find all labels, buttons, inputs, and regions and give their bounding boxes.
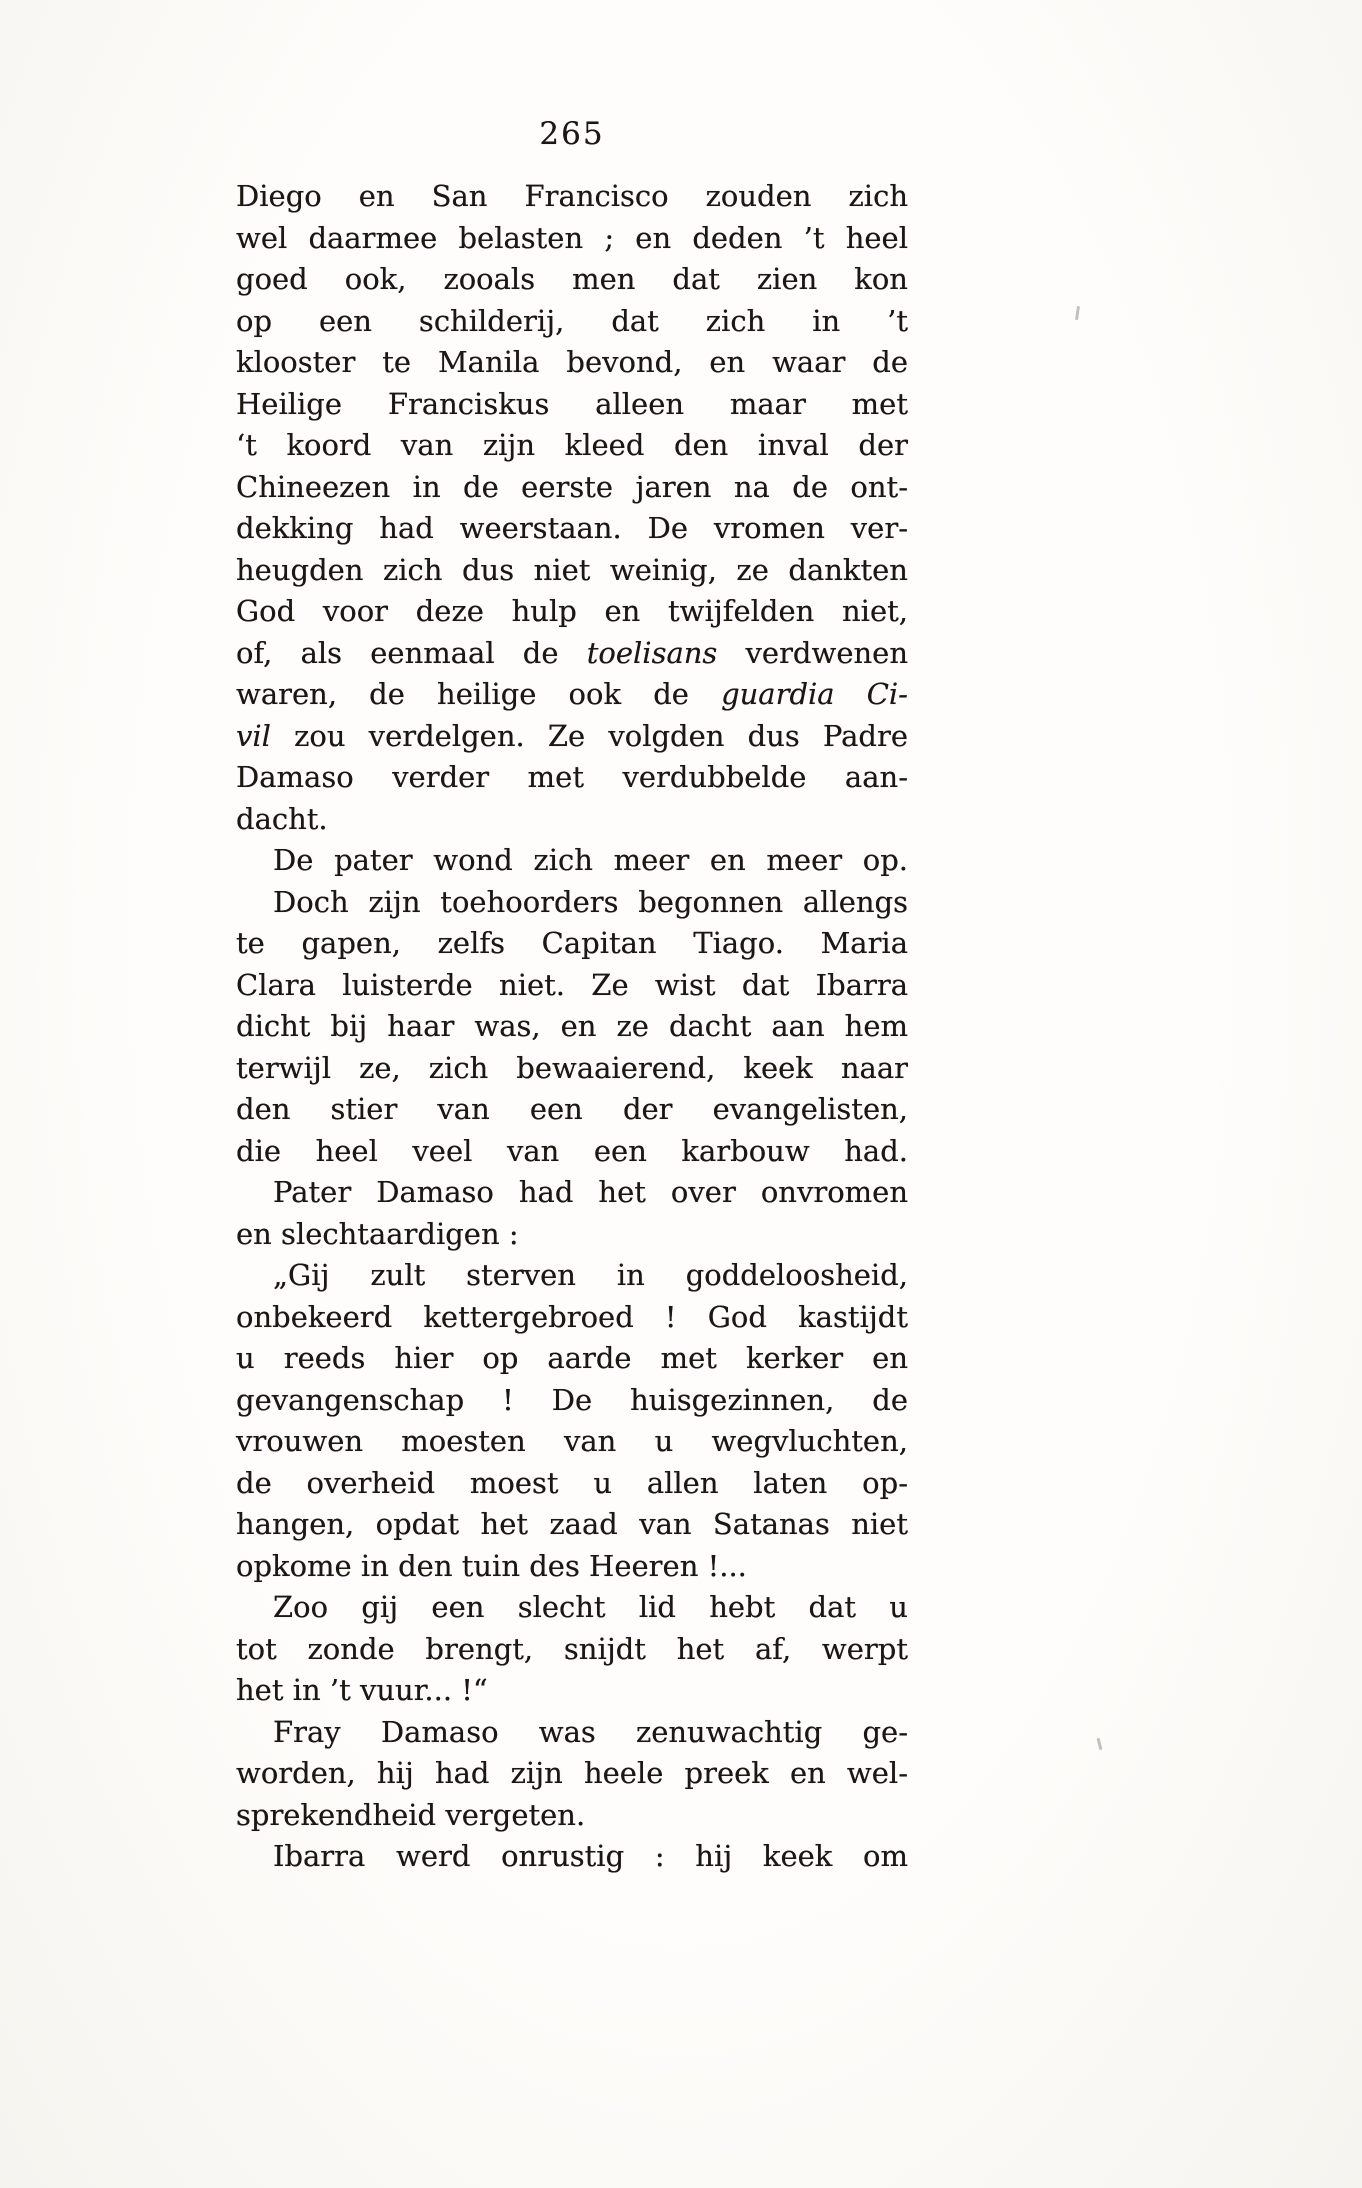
text-segment: heugden zich dus niet weinig, ze dankten [236,552,908,587]
text-line [236,1712,908,1754]
text-segment: Clara luisterde niet. Ze wist dat Ibarra [236,967,908,1002]
text-segment: waren, de heilige ook de [236,677,722,711]
text-segment: sprekendheid vergeten. [236,1797,586,1832]
text-segment: Ibarra werd onrustig : hij keek om [273,1839,908,1873]
text-line [236,1131,908,1173]
text-line [236,799,908,841]
text-line [236,882,908,924]
text-line [236,1338,908,1380]
text-segment: Diego en San Francisco zouden zich [236,179,908,213]
text-line [236,1255,908,1297]
text-line [236,1214,908,1256]
text-line [236,1546,908,1588]
text-segment: worden, hij had zijn heele preek en wel- [236,1756,908,1790]
text-segment: vrouwen moesten van u wegvluchten, [236,1424,908,1458]
scan-artifact [1075,306,1080,320]
text-segment: terwijl ze, zich bewaaierend, keek naar [236,1050,908,1085]
page-number: 265 [539,116,605,152]
text-line [236,1753,908,1795]
text-segment: opkome in den tuin des Heeren !... [236,1548,747,1583]
text-line [236,301,908,343]
text-segment: Doch zijn toehoorders begonnen allengs [273,884,908,919]
text-line [236,1006,908,1048]
text-segment: Pater Damaso had het over onvromen [273,1175,908,1209]
text-line [236,1089,908,1131]
text-line [236,176,908,218]
text-segment: dekking had weerstaan. De vromen ver- [236,511,908,545]
text-segment: Zoo gij een slecht lid hebt dat u [273,1590,908,1624]
text-segment: ‘t koord van zijn kleed den inval der [236,428,908,462]
text-segment: klooster te Manila bevond, en waar de [236,345,908,379]
text-segment: Chineezen in de eerste jaren na de ont- [236,469,908,504]
text-line [236,259,908,301]
text-line [236,1297,908,1339]
text-line [236,508,908,550]
text-line [236,1836,908,1878]
text-segment: verdwenen [717,635,908,670]
text-line [236,1421,908,1463]
italic-text-segment: toelisans [586,635,718,670]
text-line [236,218,908,260]
text-segment: zou verdelgen. Ze volgden dus Padre [270,718,908,753]
text-line [236,965,908,1007]
text-line [236,1504,908,1546]
text-segment: „Gij zult sterven in goddeloosheid, [273,1258,908,1292]
text-segment: Fray Damaso was zenuwachtig ge- [273,1714,908,1749]
text-segment: Heilige Franciskus alleen maar met [236,386,908,421]
italic-text-segment: vil [236,718,271,753]
text-segment: het in ’t vuur... !“ [236,1673,488,1707]
text-segment: gevangenschap ! De huisgezinnen, de [236,1382,908,1417]
text-segment: God voor deze hulp en twijfelden niet, [236,594,908,628]
text-segment: dacht. [236,801,328,836]
text-segment: of, als eenmaal de [236,635,587,670]
text-segment: en slechtaardigen : [236,1216,519,1251]
text-line [236,633,908,675]
text-segment: op een schilderij, dat zich in ’t [236,303,908,338]
text-line [236,1629,908,1671]
text-line [236,674,908,716]
text-segment: hangen, opdat het zaad van Satanas niet [236,1507,908,1541]
text-line [236,840,908,882]
text-segment: de overheid moest u allen laten op- [236,1465,908,1500]
text-segment: u reeds hier op aarde met kerker en [236,1341,908,1375]
text-line [236,716,908,758]
text-line [236,757,908,799]
text-segment: den stier van een der evangelisten, [236,1092,908,1126]
text-line [236,384,908,426]
text-segment: goed ook, zooals men dat zien kon [236,262,908,296]
text-line [236,923,908,965]
text-line [236,467,908,509]
text-segment: die heel veel van een karbouw had. [236,1133,908,1168]
text-segment: wel daarmee belasten ; en deden ’t heel [236,220,908,255]
text-line [236,1587,908,1629]
text-line [236,342,908,384]
text-segment: De pater wond zich meer en meer op. [273,843,908,877]
text-segment: dicht bij haar was, en ze dacht aan hem [236,1009,908,1043]
text-line [236,1380,908,1422]
text-segment: onbekeerd kettergebroed ! God kastijdt [236,1299,908,1334]
text-line [236,591,908,633]
text-segment: te gapen, zelfs Capitan Tiago. Maria [236,926,908,960]
text-line [236,550,908,592]
text-segment: tot zonde brengt, snijdt het af, werpt [236,1631,908,1666]
text-line [236,1670,908,1712]
text-line [236,425,908,467]
page-text [236,176,908,1878]
text-line [236,1048,908,1090]
scan-artifact [1097,1738,1103,1750]
text-line [236,1172,908,1214]
text-segment: Damaso verder met verdubbelde aan- [236,760,908,794]
text-line [236,1463,908,1505]
text-line [236,1795,908,1837]
italic-text-segment: guardia Ci- [721,677,908,711]
